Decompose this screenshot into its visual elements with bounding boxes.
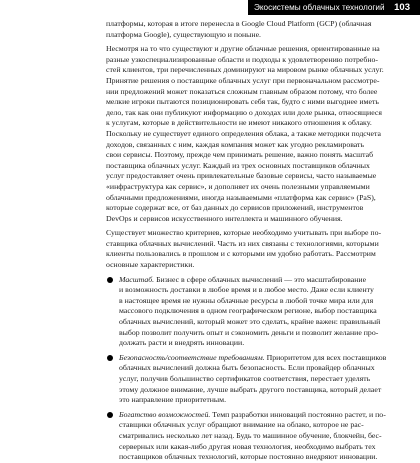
- bullet-term: Богатство возможностей.: [119, 409, 211, 419]
- paragraph: Существует множество критериев, которые необходимо учитывать при выборе по- ставщика облачных вычислений. Часть из них связаны с технологиями, которыми клиенты пользовались в прошлом и с которыми им удобно работать. Рассмотрим основные характеристики.: [106, 228, 382, 270]
- paragraph: платформы, которая в итоге перенесла в Google Cloud Platform (GCP) (облачная платформа Google), существующую и поныне.: [106, 19, 372, 39]
- page-number: 103: [394, 2, 410, 13]
- bullet-dot-icon: [107, 412, 113, 418]
- bullet-item: Безопасность/соответствие требованиям. Приоритетом для всех поставщиков облачных вычислений должна быть безопасность. Если провайдер облачных услуг, получив большинство сертификатов соответствия, перестает уделять этому должное внимание, лучше выбрать другого поставщика, который делает это направление приоритетным.: [106, 353, 404, 406]
- paragraph: Несмотря на то что существуют и другие облачные решения, ориентированные на разные узкоспециализированные области и подходы к удовлетворению потребно- стей клиентов, три перечисленных доминируют на мировом рынке облачных услуг. Принятие решения о поставщике облачных услуг при первоначальном рассмотре- нии предложений может показаться сложным главным образом потому, что более мелкие игроки пытаются позиционировать себя так, будто с ними выгоднее иметь дело, так как они публикуют информацию о доходах или доле рынка, относящиеся к услугам, которые в действительности не имеют никакого отношения к облаку. Поскольку не существует единого определения облака, а также методики подсчета доходов, связанных с ним, каждая компания может как угодно рекламировать свои сервисы. Поэтому, прежде чем принимать решение, важно понять масштаб поставщика облачных услуг. Каждый из трех основных поставщиков облачных услуг предоставляет очень привлекательные базовые сервисы, часто называемые «инфраструктура как сервис», и дополняет их очень полезными управляемыми облачными предложениями, иногда называемыми «платформа как сервис» (PaS), которые содержат все, от баз данных до сервисов приложений, инструментов DevOps и сервисов искусственного интеллекта и машинного обучения.: [106, 44, 384, 223]
- running-header-title: Экосистемы облачных технологий: [254, 3, 385, 12]
- running-header: [248, 0, 420, 15]
- bullet-dot-icon: [107, 277, 113, 283]
- bullet-item: Богатство возможностей. Темп разработки инноваций постоянно растет, и по- ставщики облачных услуг обращают внимание на облако, которое не рас- сматривались несколько лет назад. Будь то машинное обучение, блокчейн, бес- серверных или какая-либо другая новая технология, необходимо выбрать тех поставщиков облачных технологий, которые постоянно внедряют инновации.: [106, 410, 404, 463]
- bullet-item: Масштаб. Бизнес в сфере облачных вычислений — это масштабирование и возможность доставки в любое время и в любое место. Даже если клиенту в настоящее время не нужны облачные ресурсы в любой точке мира или для массового подключения в одном географическом регионе, выбор поставщика облачных вычислений, который может это сделать, крайне важен: правильный выбор позволит получить опыт и сэкономить деньги и позволит желание про- должать расти и внедрять инновации.: [106, 275, 404, 349]
- bullet-term: Масштаб.: [119, 274, 155, 284]
- page-body: [106, 19, 404, 463]
- bullet-term: Безопасность/соответствие требованиям.: [119, 352, 265, 362]
- bullet-dot-icon: [107, 355, 113, 361]
